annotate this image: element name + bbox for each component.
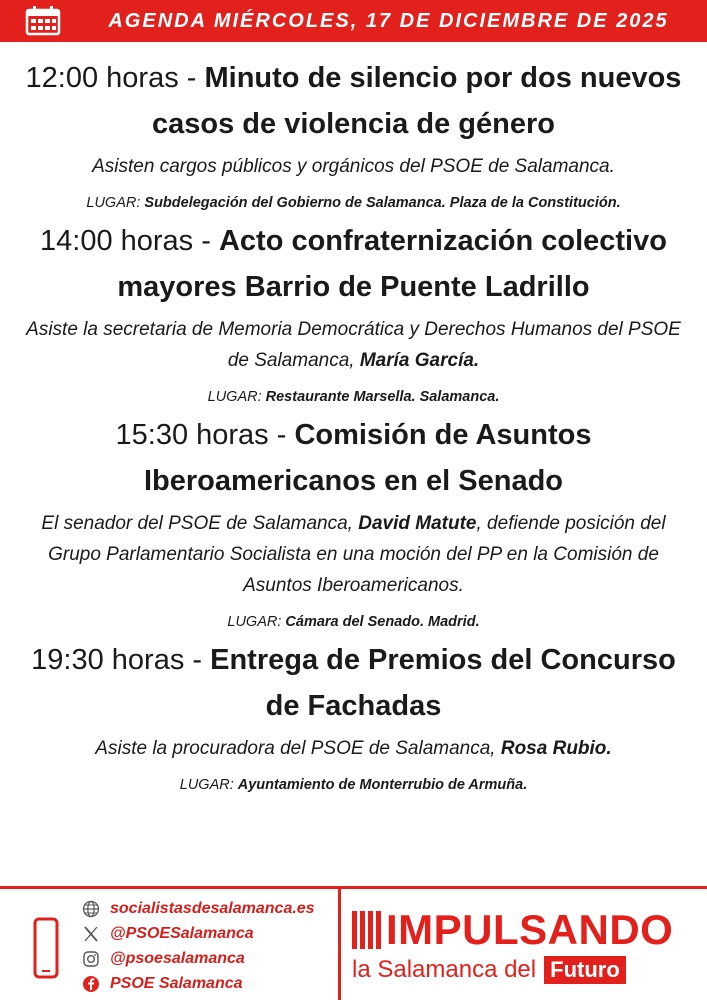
desc-text: El senador del PSOE de Salamanca,	[41, 513, 359, 534]
event-time: 14:00 horas -	[40, 225, 219, 257]
brand-highlight: Futuro	[544, 956, 626, 984]
event-title	[14, 412, 693, 504]
website-link[interactable]	[82, 896, 315, 921]
instagram-icon	[82, 950, 100, 968]
event-place	[14, 611, 693, 633]
desc-text: Asiste la procuradora del PSOE de Salamanca,	[95, 738, 501, 759]
facebook-text: PSOE Salamanca	[110, 974, 243, 992]
event-title	[14, 55, 693, 147]
place-value: Restaurante Marsella. Salamanca.	[265, 389, 500, 405]
instagram-text: @psoesalamanca	[110, 949, 245, 967]
desc-person: David Matute	[358, 513, 477, 534]
brand-subtitle: la Salamanca del	[352, 956, 537, 983]
brand-word: IMPULSANDO	[386, 906, 674, 953]
event-title	[14, 637, 693, 729]
footer-divider-line	[0, 886, 707, 889]
desc-text: Asisten cargos públicos y orgánicos del PSOE de Salamanca.	[92, 156, 615, 177]
phone-icon	[33, 917, 59, 979]
footer-vertical-divider	[338, 889, 341, 1000]
desc-text: Asiste la secretaria de Memoria Democrática y Derechos Humanos del PSOE de Salamanca,	[26, 319, 681, 371]
event-item	[0, 637, 707, 796]
campaign-logo	[352, 908, 700, 984]
brand-top-row	[352, 908, 700, 952]
event-place	[14, 386, 693, 408]
event-name: Entrega de Premios del Concurso de Fachadas	[210, 644, 676, 722]
place-label: LUGAR:	[227, 614, 286, 630]
event-description	[14, 508, 693, 601]
facebook-link[interactable]	[82, 971, 315, 996]
logo-bars	[352, 911, 384, 949]
place-value: Subdelegación del Gobierno de Salamanca. Plaza de la Constitución.	[144, 195, 621, 211]
event-place	[14, 192, 693, 214]
event-name: Comisión de Asuntos Iberoamericanos en el Senado	[143, 419, 592, 497]
event-description	[14, 314, 693, 376]
event-title	[14, 218, 693, 310]
event-name: Minuto de silencio por dos nuevos casos de violencia de género	[152, 62, 682, 140]
event-item	[0, 55, 707, 214]
place-label: LUGAR:	[207, 389, 266, 405]
calendar-icon	[25, 6, 61, 36]
website-text: socialistasdesalamanca.es	[110, 899, 315, 917]
event-time: 19:30 horas -	[31, 644, 211, 676]
place-label: LUGAR:	[86, 195, 145, 211]
event-item	[0, 218, 707, 408]
place-label: LUGAR:	[179, 777, 238, 793]
desc-text-after: , defiende posición del Grupo Parlamentario Socialista en una moción del PP en la Comisión de Asuntos Iberoamericanos.	[48, 513, 666, 596]
event-description	[14, 733, 693, 764]
desc-person: Rosa Rubio.	[500, 738, 612, 759]
x-text: @PSOESalamanca	[110, 924, 254, 942]
facebook-icon	[82, 975, 100, 993]
header-bar	[0, 0, 707, 42]
x-link[interactable]	[82, 921, 315, 946]
instagram-link[interactable]	[82, 946, 315, 971]
agenda-title: AGENDA MIÉRCOLES, 17 DE DICIEMBRE DE 2025	[108, 9, 669, 32]
events-list	[0, 55, 707, 800]
brand-bottom-row	[352, 956, 700, 984]
place-value: Cámara del Senado. Madrid.	[285, 614, 480, 630]
event-description	[14, 151, 693, 182]
social-links	[82, 896, 315, 996]
event-time: 15:30 horas -	[115, 419, 295, 451]
x-icon	[82, 925, 100, 943]
globe-icon	[82, 900, 100, 918]
place-value: Ayuntamiento de Monterrubio de Armuña.	[237, 777, 528, 793]
event-place	[14, 774, 693, 796]
event-name: Acto confraternización colectivo mayores Barrio de Puente Ladrillo	[117, 225, 667, 303]
event-time: 12:00 horas -	[25, 62, 205, 94]
desc-person: María García.	[359, 350, 480, 371]
event-item	[0, 412, 707, 633]
